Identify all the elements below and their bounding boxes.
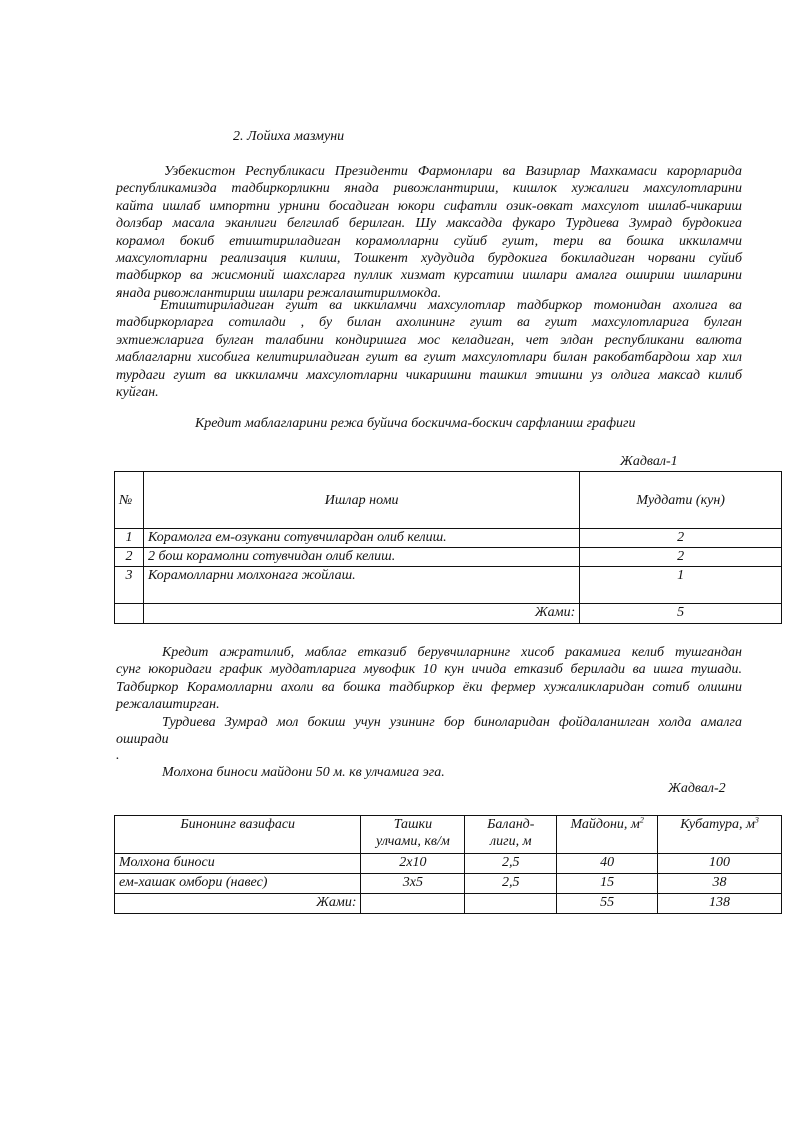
row-area: 15 bbox=[557, 874, 658, 894]
header-dimensions-line1: Ташки bbox=[393, 817, 433, 832]
area-note: Молхона биноси майдони 50 м. кв улчамига эга. bbox=[162, 765, 445, 780]
text-line: махсулотларни реализация килиш, Тошкент худудида бурдокига бокиладиган чорвани суйиб bbox=[116, 250, 742, 266]
table-header-row bbox=[115, 816, 782, 854]
row-num: 1 bbox=[115, 529, 144, 548]
row-duration: 1 bbox=[580, 567, 782, 604]
total-volume: 138 bbox=[658, 894, 782, 914]
total-label: Жами: bbox=[143, 604, 579, 624]
table-row bbox=[115, 854, 782, 874]
table1-caption: Жадвал-1 bbox=[620, 454, 678, 469]
row-num: 3 bbox=[115, 567, 144, 604]
header-height bbox=[465, 816, 557, 854]
text-line: Узбекистон Республикаси Президенти Фармонлари ва Вазирлар Махкамаси карорларида bbox=[164, 164, 742, 179]
total-empty-cell bbox=[465, 894, 557, 914]
row-duration: 2 bbox=[580, 548, 782, 567]
row-work-name: Корамолларни молхонага жойлаш. bbox=[143, 567, 579, 604]
header-dimensions bbox=[361, 816, 465, 854]
text-line: режалаштирган. bbox=[116, 697, 220, 713]
total-value: 5 bbox=[580, 604, 782, 624]
text-line: оширади bbox=[116, 732, 169, 748]
header-area-label: Майдони, м bbox=[570, 817, 640, 832]
row-work-name: 2 бош корамолни сотувчидан олиб келиш. bbox=[143, 548, 579, 567]
section-title: 2. Лойиха мазмуни bbox=[233, 129, 345, 144]
text-line: корамол бокиб етиштириладиган корамолларни суйиб гушт, тери ва бошка иккиламчи bbox=[116, 233, 742, 249]
row-height: 2,5 bbox=[465, 874, 557, 894]
header-volume-sup: 3 bbox=[754, 815, 759, 825]
text-line: Турдиева Зумрад мол бокиш учун узининг бор биноларидан фойдаланилган холда амалга bbox=[162, 715, 742, 730]
total-label: Жами: bbox=[115, 894, 361, 914]
header-height-line2: лиги, м bbox=[490, 834, 532, 849]
total-empty-cell bbox=[361, 894, 465, 914]
intro-paragraph bbox=[116, 163, 742, 302]
text-line: маблагларни хисобига келитириладиган гушт ва гушт махсулотлари билан ракобатбардош хар хил bbox=[116, 350, 742, 366]
row-volume: 100 bbox=[658, 854, 782, 874]
row-duration: 2 bbox=[580, 529, 782, 548]
text-line: Етиштириладиган гушт ва иккиламчи махсулотлар тадбиркор томонидан ахолига ва bbox=[160, 298, 742, 313]
header-duration: Муддати (кун) bbox=[580, 472, 782, 529]
schedule-title: Кредит маблагларини режа буйича боскичма-боскич сарфланиш графиги bbox=[195, 416, 636, 431]
row-volume: 38 bbox=[658, 874, 782, 894]
text-line: долзбар масала эканлиги белгилаб берилган. Шу максадда фукаро Турдиева Зумрад бурдокига bbox=[116, 216, 742, 232]
table-total-row bbox=[115, 604, 782, 624]
row-dimensions: 2х10 bbox=[361, 854, 465, 874]
stray-dot: . bbox=[116, 748, 120, 763]
table-row bbox=[115, 529, 782, 548]
row-area: 40 bbox=[557, 854, 658, 874]
text-line: турдаги гушт ва иккиламчи махсулотларни чикаришни ташкил этишни уз олдига максад килиб bbox=[116, 367, 742, 383]
table-row bbox=[115, 874, 782, 894]
table-header-row bbox=[115, 472, 782, 529]
header-volume-label: Кубатура, м bbox=[680, 817, 755, 832]
text-line: сунг юкоридаги график муддатларига мувофик 10 кун ичида етказиб берилади ва ишга тушади. bbox=[116, 662, 742, 678]
header-height-line1: Баланд- bbox=[487, 817, 535, 832]
row-dimensions: 3х5 bbox=[361, 874, 465, 894]
header-purpose: Бинонинг вазифаси bbox=[115, 816, 361, 854]
text-line: Тадбиркор Корамолларни ахоли ва бошка тадбиркор ёки фермер хужаликларидан сотиб олишни bbox=[116, 679, 742, 695]
row-num: 2 bbox=[115, 548, 144, 567]
building-paragraph bbox=[116, 714, 742, 749]
header-volume bbox=[658, 816, 782, 854]
goal-paragraph bbox=[116, 297, 742, 401]
row-purpose: ем-хашак омбори (навес) bbox=[115, 874, 361, 894]
text-line: тадбиркорларга сотилади , бу билан ахолининг гушт ва гушт махсулотларига булган bbox=[116, 315, 742, 331]
text-line: эхтиежларига булган талабини кондиришга мос келадиган, чет элдан республикани валюта bbox=[116, 332, 742, 348]
table2-caption: Жадвал-2 bbox=[668, 781, 726, 796]
table-row bbox=[115, 567, 782, 604]
total-empty-cell bbox=[115, 604, 144, 624]
text-line: республикамизда тадбиркорликни янада ривожлантириш, кишлок хужалиги махсулотларини bbox=[116, 181, 742, 197]
table-row bbox=[115, 548, 782, 567]
text-line: куйган. bbox=[116, 384, 159, 400]
text-line: тадбиркор ва жисмоний шахсларга пуллик хизмат курсатиш ишлари амалга ошириш ишларини bbox=[116, 268, 742, 284]
table-total-row bbox=[115, 894, 782, 914]
schedule-table bbox=[114, 471, 782, 624]
text-line: Кредит ажратилиб, маблаг етказиб берувчиларнинг хисоб ракамига келиб тушгандан bbox=[162, 645, 742, 660]
header-area bbox=[557, 816, 658, 854]
buildings-table bbox=[114, 815, 782, 914]
row-height: 2,5 bbox=[465, 854, 557, 874]
credit-paragraph bbox=[116, 644, 742, 714]
text-line: янада ривожлантириш ишлари режалаштирилмокда. bbox=[116, 285, 442, 301]
row-work-name: Корамолга ем-озукани сотувчилардан олиб келиш. bbox=[143, 529, 579, 548]
total-area: 55 bbox=[557, 894, 658, 914]
header-area-sup: 2 bbox=[639, 815, 644, 825]
text-line: кайта ишлаб импортни урнини босадиган юкори сифатли озик-овкат махсулот ишлаб-чикариш bbox=[116, 198, 742, 214]
header-work-name: Ишлар номи bbox=[143, 472, 579, 529]
header-num: № bbox=[115, 472, 144, 529]
header-dimensions-line2: улчами, кв/м bbox=[375, 834, 450, 849]
row-purpose: Молхона биноси bbox=[115, 854, 361, 874]
